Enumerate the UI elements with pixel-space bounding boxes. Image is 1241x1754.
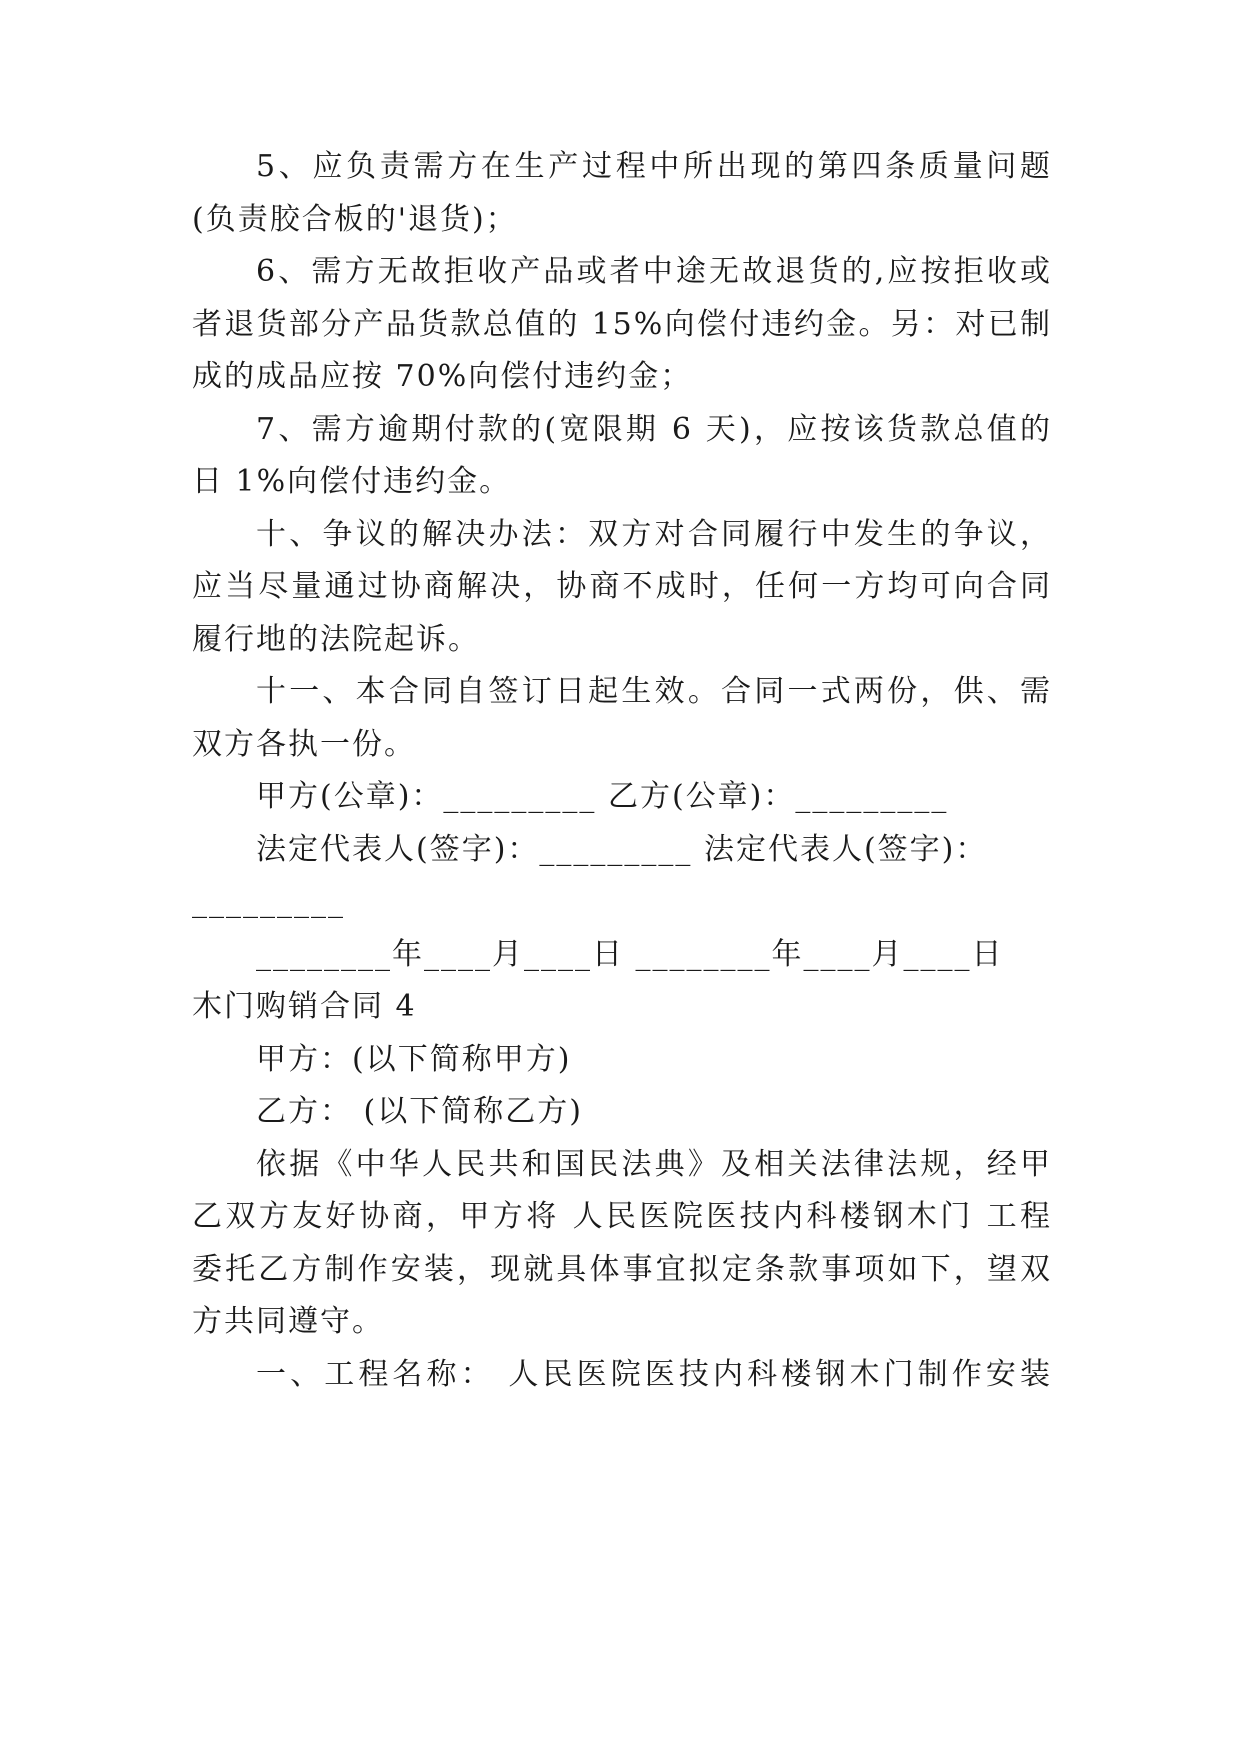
preamble-line-1: 依据《中华人民共和国民法典》及相关法律法规，经甲	[256, 1147, 1052, 1182]
preamble-line-4: 方共同遵守。	[192, 1304, 384, 1339]
date-line: ________年____月____日 ________年____月____日	[256, 937, 1004, 972]
clause-10-line-1: 十、争议的解决办法：双方对合同履行中发生的争议，	[256, 517, 1052, 552]
clause-10-line-3: 履行地的法院起诉。	[192, 622, 480, 657]
clause-6-line-3: 成的成品应按 70%向偿付违约金；	[192, 359, 693, 394]
representative-signature-line: 法定代表人(签字)：_________ 法定代表人(签字)：	[256, 832, 988, 867]
party-a-line: 甲方：(以下简称甲方)	[256, 1042, 572, 1077]
party-b-line: 乙方： (以下简称乙方)	[256, 1094, 583, 1129]
preamble-line-3: 委托乙方制作安装，现就具体事宜拟定条款事项如下，望双	[192, 1252, 1052, 1287]
clause-6-line-1: 6、需方无故拒收产品或者中途无故退货的,应按拒收或	[256, 254, 1052, 289]
preamble-line-2: 乙双方友好协商，甲方将 人民医院医技内科楼钢木门 工程	[192, 1199, 1052, 1234]
clause-11-line-2: 双方各执一份。	[192, 727, 416, 762]
seal-signature-line: 甲方(公章)：_________ 乙方(公章)：_________	[256, 779, 949, 814]
project-name-line: 一、工程名称： 人民医院医技内科楼钢木门制作安装	[256, 1357, 1052, 1392]
clause-11-line-1: 十一、本合同自签订日起生效。合同一式两份，供、需	[256, 674, 1052, 709]
clause-5-line-2: (负责胶合板的'退货)；	[192, 202, 518, 237]
representative-signature-blank: _________	[192, 884, 345, 919]
contract-heading: 木门购销合同 4	[192, 989, 417, 1024]
clause-6-line-2: 者退货部分产品货款总值的 15%向偿付违约金。另：对已制	[192, 307, 1052, 342]
clause-10-line-2: 应当尽量通过协商解决，协商不成时，任何一方均可向合同	[192, 569, 1052, 604]
clause-7-line-1: 7、需方逾期付款的(宽限期 6 天)，应按该货款总值的	[256, 412, 1052, 447]
clause-5-line-1: 5、应负责需方在生产过程中所出现的第四条质量问题	[256, 149, 1052, 184]
clause-7-line-2: 日 1%向偿付违约金。	[192, 464, 512, 499]
